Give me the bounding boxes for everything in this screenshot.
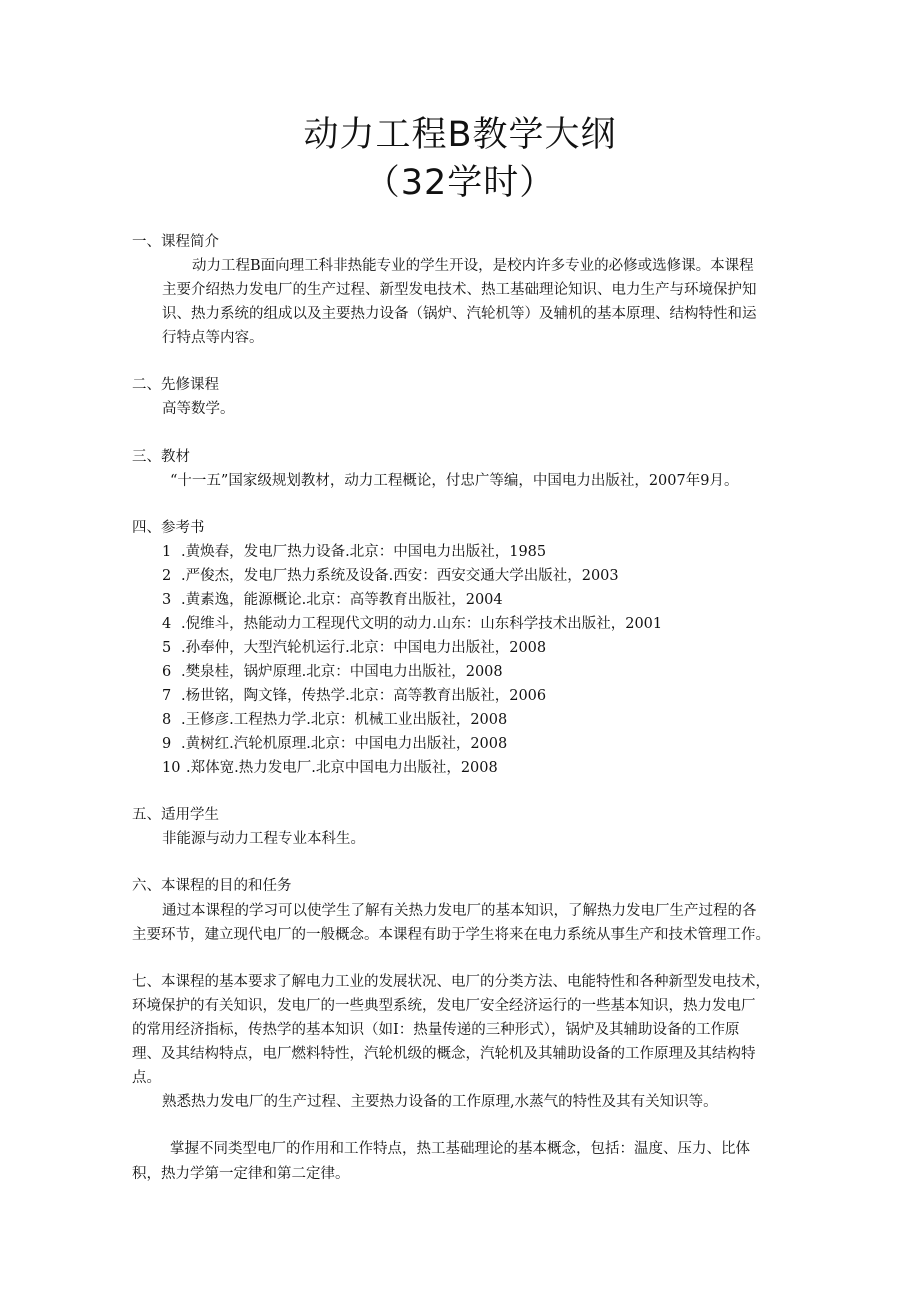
intro-line: 动力工程B面向理工科非热能专业的学生开设，是校内许多专业的必修或选修课。本课程 [192,258,754,274]
section-heading-intro: 一、课程简介 [132,234,219,250]
requirements-line: 点。 [132,1070,161,1086]
section-heading-goals: 六、本课程的目的和任务 [132,878,292,894]
students-text: 非能源与动力工程专业本科生。 [162,831,365,847]
requirements-line: 环境保护的有关知识，发电厂的一些典型系统，发电厂安全经济运行的一些基本知识，热力发电厂 [132,998,756,1014]
prereq-text: 高等数学。 [162,401,235,417]
reference-number: 7 [162,688,172,704]
section-heading-textbook: 三、教材 [132,449,190,465]
reference-number: 9 [162,736,172,752]
goals-line: 通过本课程的学习可以使学生了解有关热力发电厂的基本知识，了解热力发电厂生产过程的各 [162,903,757,919]
reference-text: .郑体宽.热力发电厂.北京中国电力出版社，2008 [186,760,498,776]
reference-text: .黄素逸，能源概论.北京：高等教育出版社，2004 [181,592,503,608]
section-heading-students: 五、适用学生 [132,807,219,823]
reference-number: 8 [162,712,172,728]
requirements-line: 理、及其结构特点，电厂燃料特性，汽轮机级的概念，汽轮机及其辅助设备的工作原理及其结构特 [132,1046,756,1062]
goals-line: 主要环节，建立现代电厂的一般概念。本课程有助于学生将来在电力系统从事生产和技术管理工作。 [132,927,770,943]
requirements-line: 的常用经济指标，传热学的基本知识（如I：热量传递的三种形式），锅炉及其辅助设备的工作原 [132,1022,740,1038]
section-heading-references: 四、参考书 [132,520,205,536]
reference-text: .杨世铭，陶文锋，传热学.北京：高等教育出版社，2006 [181,688,547,704]
reference-text: .樊泉桂，锅炉原理.北京：中国电力出版社，2008 [181,664,503,680]
reference-number: 4 [162,616,172,632]
reference-text: .黄树红.汽轮机原理.北京：中国电力出版社，2008 [181,736,508,752]
requirements-familiar: 熟悉热力发电厂的生产过程、主要热力设备的工作原理,水蒸气的特性及其有关知识等。 [162,1094,718,1110]
reference-number: 2 [162,568,172,584]
section-heading-prereq: 二、先修课程 [132,377,219,393]
document-hours: （32学时） [364,163,556,203]
requirements-master-line: 积，热力学第一定律和第二定律。 [132,1166,350,1182]
reference-number: 3 [162,592,172,608]
reference-text: .王修彦.工程热力学.北京：机械工业出版社，2008 [181,712,508,728]
document-title: 动力工程B教学大纲 [303,115,617,155]
reference-text: .黄焕春，发电厂热力设备.北京：中国电力出版社，1985 [181,544,547,560]
reference-number: 5 [162,640,172,656]
reference-text: .倪维斗，热能动力工程现代文明的动力.山东：山东科学技术出版社，2001 [181,616,663,632]
reference-text: .严俊杰，发电厂热力系统及设备.西安：西安交通大学出版社，2003 [181,568,619,584]
intro-line: 行特点等内容。 [162,330,264,346]
reference-number: 1 [162,544,172,560]
intro-line: 主要介绍热力发电厂的生产过程、新型发电技术、热工基础理论知识、电力生产与环境保护知 [162,282,757,298]
intro-line: 识、热力系统的组成以及主要热力设备（锅炉、汽轮机等）及辅机的基本原理、结构特性和运 [162,306,757,322]
reference-number: 6 [162,664,172,680]
requirements-master-line: 掌握不同类型电厂的作用和工作特点，热工基础理论的基本概念，包括：温度、压力、比体 [170,1141,750,1157]
reference-text: .孙奉仲，大型汽轮机运行.北京：中国电力出版社，2008 [181,640,547,656]
textbook-text: “十一五”国家级规划教材，动力工程概论，付忠广等编，中国电力出版社，2007年9月。 [170,473,739,489]
requirements-line: 七、本课程的基本要求了解电力工业的发展状况、电厂的分类方法、电能特性和各种新型发电技术， [132,974,770,990]
reference-number: 10 [162,760,181,776]
